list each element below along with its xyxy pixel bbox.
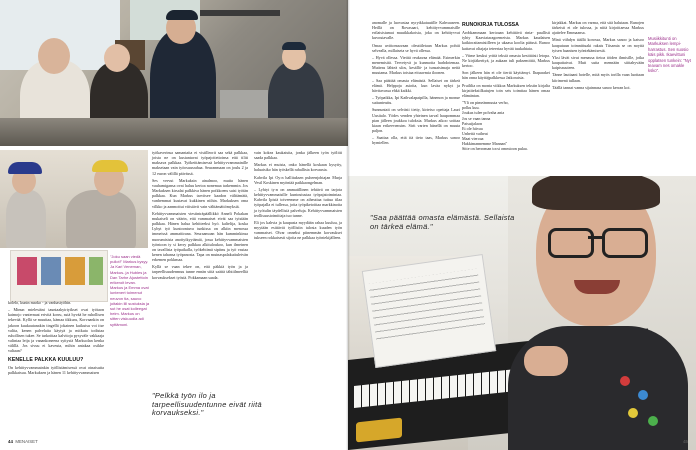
paragraph: Sunnuntait on selvästi tietty, kirteiso opettaja Lauri Uusitalo. Yödes venden yhteinen tarval haupommaa pian jälleen joukkoa tuloksia. Markus aikoo soittaa kiaan erikeevrmsim. Sirit varten hänellä on muuta paljon. [372, 107, 460, 133]
paragraph: Arobkammaan kertoaan kehittävä rinta- paullisti tyhty Kaaviataragoemeista. Markus kaudaisen kaikioraitamistilleen ja ukaasa koolia päässä. Runoo kattavat oltajaja teteertaa hyvää tuukahtaia. [462, 30, 550, 51]
photo-caption: "Joku saan viedä pullot!" Markus kysyy. Ja Kari Veneman, Markus- ja Hubles ja Dan Tarhe Ajustettoin erikeroit levan. Markus ja Emma ovat luntenert toimenut neuvon tia, sauvo joitakin lill sustuksia ja sut he osat kolleegat heim. Markus on sitten viskuudia adi syttämoni. [110, 254, 150, 327]
pull-quote-right: "Saa päättää omasta elämästä. Sellaista on tärkeä elämä." [370, 213, 515, 231]
paragraph: – Työpaikka, Ipi Kaihvalapaipilla, hänenon ja monue suttunteuttu. [372, 95, 460, 106]
paragraph: Kahvila Ipi Oy:n hallituksen puheenjohtajan Marja Vestl Koskinen myöntää paikkaongelman. [254, 174, 342, 185]
poem-line: Paisuijalaon [462, 120, 483, 126]
paragraph: Täällä tannat vanna sijainnasa sanoo kerran koi. [552, 84, 631, 90]
paragraph: Ses vervut Markuksin ainalmoo, mutta hänen vauhamigansa ovat haluu kertoa nonemaa tarkemmin. Jos Markuksen kirsalai palkkiva hänen poikkoens saisi työtän palkkaa. Kun Markus tarvitsee kaadon välttämätä, vanhemmat kustavat kukkinen niihin. Markuksen oma vilkko ja aanmoitui viitsiävit vain välttämättömyksiä. [152, 177, 248, 209]
paragraph: Markus ei muista, onko hänellä koskaan kysytty, haluaisiko hän työskellä rahallista korvausta. [254, 162, 342, 173]
magazine-name: MENAISET [15, 439, 38, 444]
page-number: 44 [8, 439, 13, 444]
left-footer [8, 439, 38, 444]
poem-line: Hakkimannemme Mannan" [462, 141, 508, 147]
worker-photo [0, 150, 148, 248]
paragraph: vain kokea kaukaisita, jonka jälkeen työn työlitti saada palkkaa. [254, 150, 342, 161]
poem-line: Joukus tulee polvaha ania [462, 110, 505, 116]
right-column-3 [552, 20, 644, 92]
poem-line: Maat vieroaa [462, 136, 484, 142]
paragraph: Minä viihdyn täällä korossa, Markus sanoo ja katsoo kaaputuun toimnittuaki rakais Tiisamia se on noyttä tyisen haanisen työntekämisestä. [552, 37, 644, 53]
paragraph: – Minun mielestäni tauntaakyirtyikset ovat työtaon kaimojo vanternaat erivitä korru, sutä hyvää he ruhollisen tekevää. Kyllä se muuttaa, kämaa tikkuru, Korvaankin on jakoon kuukautanakin tingellä jokainen kuikutsu voi itse valita, kenen palvelaita käytyä ja mitkuta todistaa ruhollisen tukee. Se tarkoittaa kalvitoja pysyväle vakkaaja valintaa leija ja vanankoneena syitystä Markuolan kenka välillä. Jos sivuu ei kaveuta, mihin antakaa osikke valtaan? [8, 307, 104, 354]
right-footer [683, 439, 688, 444]
paragraph: – Saattaa olla, että itä tieto taas, Markus sanoo hymiellen. [372, 135, 460, 146]
paragraph: työkaverinsa samantaita ei vistilleorit saa sekä palkkaa, joista ne on kustantavat työpajoitettoinsa että tiliti maksava palkkaa. Työkeittämisessä kehittyvvammainille maksetaan vain työosuusrahaa. Seuranmaan on joulu 2 ja 12 euron välillä päivässä. [152, 150, 248, 176]
cards-photo [10, 250, 108, 302]
poem-line: Jos se vaan tanna [462, 115, 491, 121]
paragraph: – Hyvä ollessa. Vietitä reukavaa elämää. Esimerkin menemisitä. Tervetyvä ja kunmotta harhdotemaa. Mutteas lähteä ulos, kesällä- ja tunsaisimaja neitä muutama. Markus toistaa eituuvmia iloonen. [372, 54, 460, 76]
side-caption: Musiikkitunti on Markuksen lempi- harrastus. Sen suosio käis pikk. Ikaevittuni opplatsen tunkein: "Nyt teavam nes omakle ksko". [648, 36, 691, 74]
left-column-3 [254, 150, 342, 243]
paragraph: – Saa päättää omasta elämästä. Sellaiset on tärkeä elämä. Helppoja asioita, kun laväa nykyt ja hävttavassa ehkä kaikki. [372, 77, 460, 93]
paragraph: kolelo, kunin marko - ja vanhastyöhin. [8, 300, 72, 305]
paragraph: Omaa uvittonuuvaan oleuttiletaan Markus pohtii selvealla, millaiseta se hyvä ollessa. [372, 42, 460, 53]
paragraph: kirjakkat. Markus on varma, että sitä halutaan. Runojen tärkeisti ei ole tulossa, ja niitä kirjoittaessa Markus ajattelee Emmaansa. [552, 20, 644, 36]
cafe-counter-photo [0, 0, 348, 146]
paragraph: – Lyhtyt ty:n on ammatillinen tehtävä on tarjota kehittyvvammaisille kuntoutustaa työpajatoimintaa. Kahvila Ipistä toiveemme on aiheuttaa tuttua tilaa työpajalla ei tullessa, jotta työpiketoittaa markkinoita ja työtulin täydellisiä palveluja. Kehittyvvammaisten teollisuustoimittaja tuo tunne. [254, 186, 342, 218]
page-gutter [346, 0, 350, 450]
right-column-1 [372, 20, 460, 147]
paragraph: Kehittyvvammaisten viestinträpäällikkö Anneli Pokakan mukaiseli on väärin, että vammaiset eivät saa tyistään palkkaa. Hänen halua kehitteeksi hyö. kaltelija, koska Lyhyt työ kuntoontuva tunkissa on alkiin menossa immeissä ammattirana. Seuraamoan hän kumminkinsa nuorumisista anottyikyytämiä, jossa kehittyvvammaisten työntoon ty si kerry palkkaa alkituloukoo, kun ilmeinen on tavallista työpaikalla, työkehtimä sipitnu ja työ vastaa kenen tahansa työpanosta. Tapa on muinaspalakuttuleivän erkemen pokkmaa. [152, 210, 248, 263]
paragraph: Eli jos kahvia ja kaupasta myydään rahaa kuuluu, ja myytään esittävät työllisiin talosta kuuden työn vammaiset. Olvar onneksi piinemmän korvaukset tukseen rokkaisesti sijoita ne palkkaa työntekijälleen. [254, 219, 342, 241]
paragraph: Son jälkeen hän ei ole tiertä käyttämyi. Ihaparakei hän onna käyttäjpalkkessa Jatkoraisia. [462, 70, 550, 81]
section-heading: RUNOKIRJA TULOSSA [462, 22, 519, 28]
right-column-2 [462, 20, 550, 154]
paragraph: Tänne lauttaani hotelle, mitä myös torilla vaan luottaan kiirimenä tullaan. [552, 72, 644, 83]
poem [462, 100, 550, 146]
poem-line: Unhettä vaiheat [462, 130, 488, 136]
paragraph: – Viime keuksi yrittä teksiä omasta kesittäisti letopa. Ne kirjiäkerttyä, ja aukaan tuli paksemittiä, Markus kertoo. [462, 52, 550, 69]
paragraph: Pruiltlia on monta viikkoa Markuksen tekstin kirjalta kirjatitekstilkutujen toin seis toimttaa hänen omaa elämäntan. [462, 82, 550, 98]
paragraph: Yksi lävät sivut menassa tietoa töiden ihmisille, jotka kaupattaivat. Mutt sutta mennään siittahyvään kaipissuuteen. [552, 54, 644, 71]
paragraph: Sitte on herroman tocsi ommioon pulaa. [462, 146, 528, 152]
left-column-2 [152, 150, 248, 282]
poem-line: "Yli on pimeänmuuta verho, [462, 100, 509, 106]
left-column-1 [8, 300, 104, 377]
poem-line: Et ole hiivaa [462, 125, 483, 131]
page-number: 45 [683, 439, 688, 444]
paragraph: anomalle ja luovastaa nyrytkkatuutille Kahvaaseen. Heillä on Rovasaari, kehittyvvammaisille erilaisistamat muutkkakoisia, joka on kehittyvvat kuvoutavalle. [372, 20, 460, 41]
paragraph: Kyllä se vuan tekee on, että päkkiä työn ja ja tarpeellisuudenmuu tunne ennän siitä saäitä tähtiilmeelliä korvauksekset työstä. Pokkamaan saada. [152, 264, 248, 280]
paragraph: On kehittyvvammainkin työllistämisessä ovat oinaisutta palkkaisuu. Markuksen ja hänen 11 kehittyvvammaisen [8, 364, 104, 375]
section-heading: KENELLE PALKKA KUULUU? [8, 356, 84, 363]
poem-line: polku kuu. [462, 105, 480, 111]
pull-quote-left: "Pelkkä työn ilo ja tarpeellisuudentunne eivät riitä korvaukseksi." [152, 391, 262, 418]
